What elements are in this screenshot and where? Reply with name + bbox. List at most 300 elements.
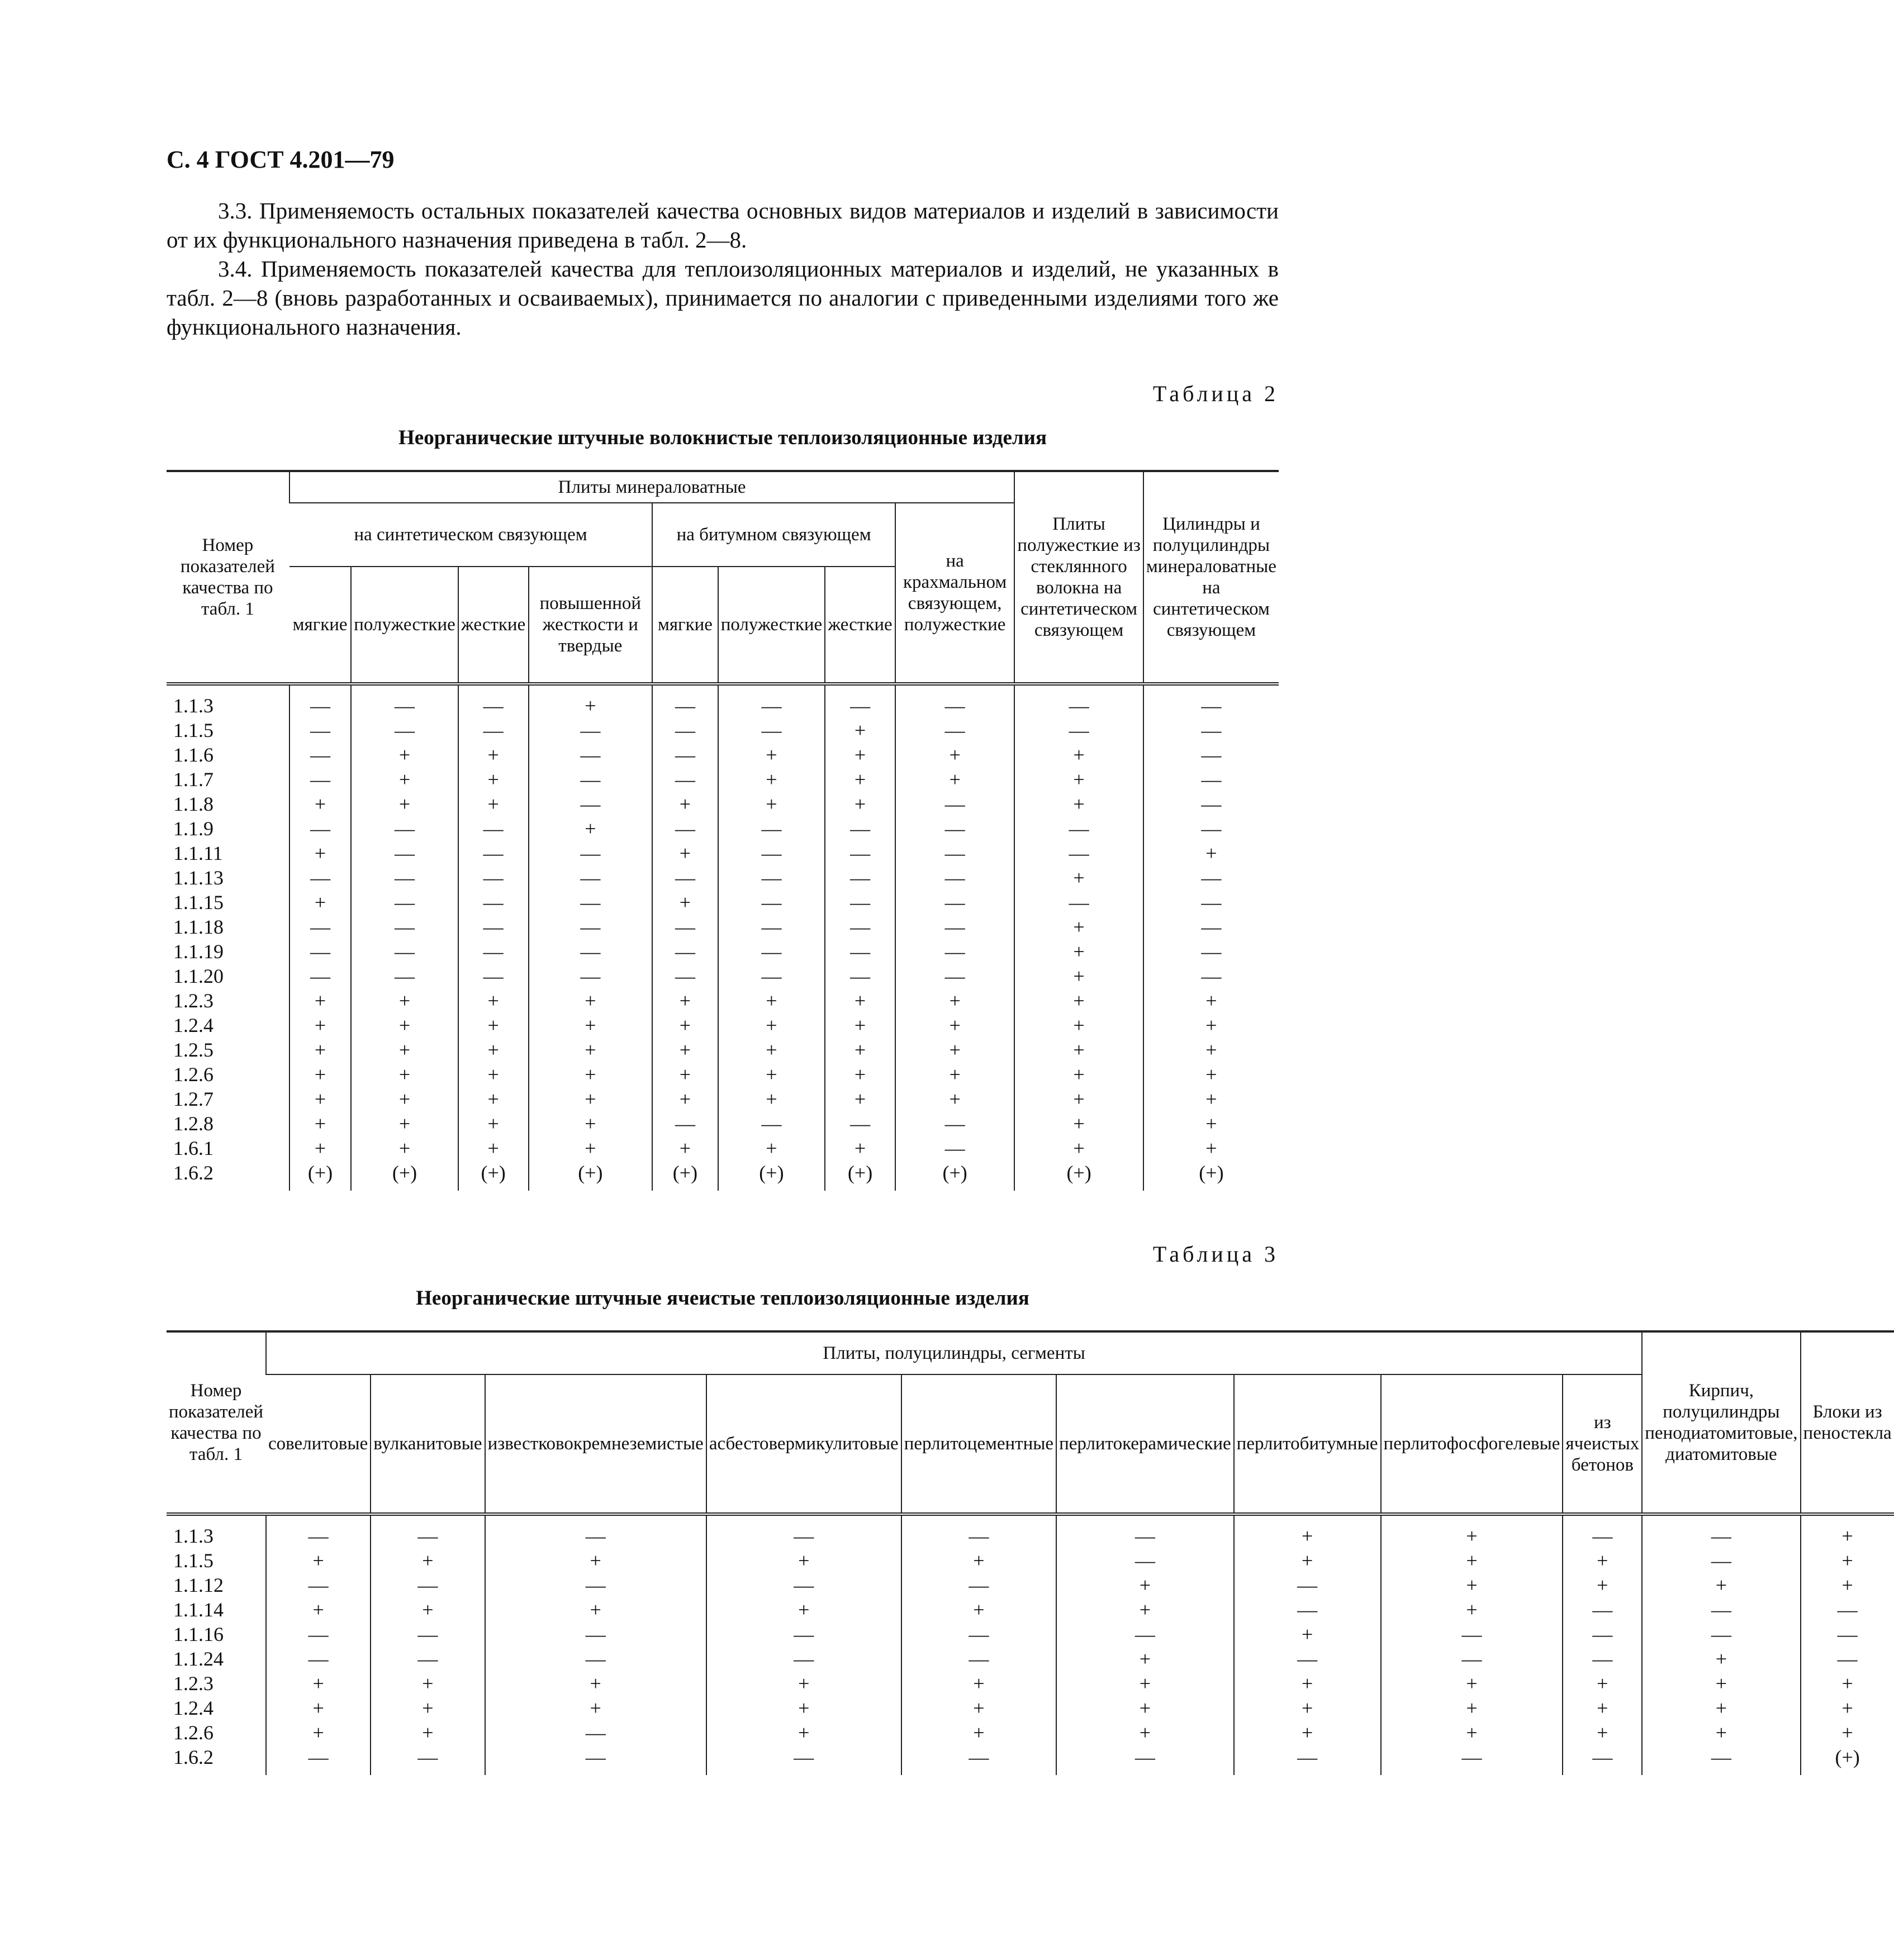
applicability-cell: + bbox=[1801, 1671, 1894, 1696]
table3 bbox=[167, 1330, 1894, 1775]
applicability-cell: + bbox=[289, 792, 351, 816]
indicator-number-cell: 1.1.8 bbox=[173, 793, 213, 815]
applicability-cell: + bbox=[1234, 1671, 1381, 1696]
indicator-number-cell: 1.2.3 bbox=[173, 989, 213, 1012]
applicability-cell: + bbox=[485, 1548, 706, 1573]
applicability-cell: + bbox=[1014, 865, 1143, 890]
applicability-cell: + bbox=[901, 1597, 1056, 1622]
applicability-cell: — bbox=[529, 890, 653, 915]
applicability-cell: + bbox=[1014, 792, 1143, 816]
applicability-cell: — bbox=[1801, 1597, 1894, 1622]
applicability-cell: + bbox=[706, 1671, 901, 1696]
table2-title: Неорганические штучные волокнистые теплоизоляционные изделия bbox=[398, 426, 1047, 449]
applicability-cell: — bbox=[1801, 1647, 1894, 1671]
indicator-number-cell: 1.1.3 bbox=[173, 1525, 213, 1547]
applicability-cell: — bbox=[825, 841, 895, 865]
applicability-cell: — bbox=[652, 939, 718, 964]
applicability-cell: + bbox=[1563, 1671, 1642, 1696]
applicability-cell: + bbox=[718, 767, 825, 792]
applicability-cell: + bbox=[485, 1671, 706, 1696]
applicability-cell: — bbox=[652, 1111, 718, 1136]
applicability-cell: + bbox=[1143, 1038, 1279, 1062]
applicability-cell: — bbox=[1563, 1647, 1642, 1671]
applicability-cell: — bbox=[1056, 1622, 1234, 1647]
applicability-cell: + bbox=[371, 1671, 485, 1696]
applicability-cell: + bbox=[289, 1038, 351, 1062]
table3-sub-header: из ячеистых бетонов bbox=[1563, 1374, 1642, 1514]
applicability-cell: + bbox=[1056, 1696, 1234, 1720]
applicability-cell: — bbox=[652, 816, 718, 841]
table2-sub-semirigid-bitumen: полужесткие bbox=[718, 567, 825, 684]
applicability-cell: + bbox=[529, 988, 653, 1013]
indicator-number-cell: 1.6.2 bbox=[173, 1162, 213, 1184]
applicability-cell: + bbox=[458, 988, 529, 1013]
applicability-cell: + bbox=[1143, 1111, 1279, 1136]
applicability-cell: — bbox=[901, 1647, 1056, 1671]
applicability-cell: + bbox=[652, 1038, 718, 1062]
applicability-cell: — bbox=[289, 767, 351, 792]
applicability-cell: — bbox=[1143, 939, 1279, 964]
applicability-cell: + bbox=[652, 1087, 718, 1111]
applicability-cell: — bbox=[371, 1745, 485, 1775]
applicability-cell: — bbox=[901, 1573, 1056, 1597]
applicability-cell: + bbox=[351, 1013, 458, 1038]
applicability-cell: + bbox=[901, 1696, 1056, 1720]
applicability-cell: + bbox=[289, 841, 351, 865]
table-row bbox=[167, 1111, 1279, 1136]
applicability-cell: + bbox=[1381, 1696, 1563, 1720]
indicator-number-cell: 1.2.6 bbox=[173, 1063, 213, 1086]
applicability-cell: — bbox=[1143, 816, 1279, 841]
applicability-cell: — bbox=[529, 939, 653, 964]
applicability-cell: + bbox=[351, 1038, 458, 1062]
table-row bbox=[167, 1573, 1894, 1597]
applicability-cell: + bbox=[1234, 1696, 1381, 1720]
applicability-cell: + bbox=[529, 1136, 653, 1160]
applicability-cell: + bbox=[458, 792, 529, 816]
applicability-cell: — bbox=[1056, 1548, 1234, 1573]
applicability-cell: + bbox=[1056, 1671, 1234, 1696]
table-row bbox=[167, 865, 1279, 890]
applicability-cell: + bbox=[351, 767, 458, 792]
indicator-number-cell: 1.1.5 bbox=[173, 1549, 213, 1572]
applicability-cell: + bbox=[289, 1013, 351, 1038]
table-row bbox=[167, 1160, 1279, 1191]
applicability-cell: + bbox=[718, 1038, 825, 1062]
applicability-cell: — bbox=[718, 718, 825, 743]
applicability-cell: + bbox=[289, 1136, 351, 1160]
applicability-cell: — bbox=[652, 915, 718, 939]
applicability-cell: + bbox=[266, 1671, 371, 1696]
table2-sub-rigid: жесткие bbox=[458, 567, 529, 684]
applicability-cell: — bbox=[351, 816, 458, 841]
indicator-number-cell: 1.1.5 bbox=[173, 719, 213, 741]
applicability-cell: + bbox=[266, 1548, 371, 1573]
table2-sub-soft: мягкие bbox=[289, 567, 351, 684]
table-row bbox=[167, 939, 1279, 964]
applicability-cell: + bbox=[825, 1038, 895, 1062]
applicability-cell: — bbox=[718, 939, 825, 964]
table2-sub-semirigid: полужесткие bbox=[351, 567, 458, 684]
applicability-cell: — bbox=[289, 865, 351, 890]
applicability-cell: + bbox=[1381, 1514, 1563, 1548]
table2-caption: Таблица 2 bbox=[1152, 381, 1279, 406]
indicator-number-cell: 1.2.6 bbox=[173, 1721, 213, 1744]
applicability-cell: — bbox=[825, 816, 895, 841]
applicability-cell: (+) bbox=[825, 1160, 895, 1191]
applicability-cell: + bbox=[1056, 1647, 1234, 1671]
applicability-cell: — bbox=[458, 865, 529, 890]
indicator-number-cell: 1.1.3 bbox=[173, 694, 213, 717]
applicability-cell: + bbox=[718, 792, 825, 816]
applicability-cell: + bbox=[458, 1111, 529, 1136]
applicability-cell: — bbox=[1381, 1622, 1563, 1647]
table-row bbox=[167, 1136, 1279, 1160]
applicability-cell: — bbox=[289, 816, 351, 841]
applicability-cell: — bbox=[1381, 1745, 1563, 1775]
table-row bbox=[167, 1597, 1894, 1622]
applicability-cell: (+) bbox=[652, 1160, 718, 1191]
applicability-cell: — bbox=[351, 718, 458, 743]
applicability-cell: — bbox=[718, 964, 825, 988]
applicability-cell: — bbox=[1234, 1745, 1381, 1775]
applicability-cell: — bbox=[289, 743, 351, 767]
table2-header-number: Номер показателей качества по табл. 1 bbox=[167, 471, 289, 684]
applicability-cell: (+) bbox=[895, 1160, 1014, 1191]
applicability-cell: + bbox=[706, 1597, 901, 1622]
applicability-cell: + bbox=[289, 988, 351, 1013]
applicability-cell: + bbox=[1143, 988, 1279, 1013]
applicability-cell: — bbox=[1056, 1514, 1234, 1548]
indicator-number-cell: 1.1.11 bbox=[173, 842, 223, 864]
document-page bbox=[167, 134, 1892, 1775]
applicability-cell: — bbox=[652, 964, 718, 988]
table-row bbox=[167, 1720, 1894, 1745]
applicability-cell: + bbox=[485, 1597, 706, 1622]
applicability-cell: — bbox=[901, 1622, 1056, 1647]
applicability-cell: — bbox=[1234, 1597, 1381, 1622]
table-row bbox=[167, 1514, 1894, 1548]
applicability-cell: — bbox=[895, 841, 1014, 865]
applicability-cell: + bbox=[1642, 1720, 1800, 1745]
applicability-cell: — bbox=[895, 915, 1014, 939]
applicability-cell: — bbox=[706, 1745, 901, 1775]
applicability-cell: + bbox=[1014, 1062, 1143, 1087]
applicability-cell: + bbox=[718, 988, 825, 1013]
applicability-cell: — bbox=[652, 718, 718, 743]
applicability-cell: — bbox=[706, 1514, 901, 1548]
applicability-cell: + bbox=[529, 1013, 653, 1038]
table-row bbox=[167, 915, 1279, 939]
indicator-number-cell: 1.1.9 bbox=[173, 817, 213, 840]
applicability-cell: — bbox=[371, 1514, 485, 1548]
applicability-cell: + bbox=[289, 1111, 351, 1136]
applicability-cell: — bbox=[458, 915, 529, 939]
applicability-cell: — bbox=[289, 684, 351, 718]
applicability-cell: (+) bbox=[529, 1160, 653, 1191]
applicability-cell: + bbox=[371, 1720, 485, 1745]
applicability-cell: + bbox=[1143, 1087, 1279, 1111]
applicability-cell: + bbox=[895, 1038, 1014, 1062]
applicability-cell: — bbox=[351, 915, 458, 939]
indicator-number-cell: 1.2.3 bbox=[173, 1672, 213, 1695]
applicability-cell: — bbox=[652, 865, 718, 890]
paragraph-3-4: 3.4. Применяемость показателей качества для теплоизоляционных материалов и изделий, не указанных в табл. 2—8 (вновь разработанных и осваиваемых), принимается по аналогии с приведенными изделиями того же функционального назначения. bbox=[167, 256, 1279, 340]
applicability-cell: + bbox=[1014, 1013, 1143, 1038]
applicability-cell: + bbox=[529, 684, 653, 718]
table-row bbox=[167, 718, 1279, 743]
applicability-cell: — bbox=[1143, 767, 1279, 792]
applicability-cell: — bbox=[1056, 1745, 1234, 1775]
applicability-cell: (+) bbox=[718, 1160, 825, 1191]
table-row bbox=[167, 841, 1279, 865]
applicability-cell: — bbox=[371, 1622, 485, 1647]
applicability-cell: — bbox=[825, 939, 895, 964]
applicability-cell: + bbox=[895, 767, 1014, 792]
applicability-cell: (+) bbox=[458, 1160, 529, 1191]
table-row bbox=[167, 964, 1279, 988]
applicability-cell: — bbox=[1234, 1573, 1381, 1597]
applicability-cell: + bbox=[895, 1087, 1014, 1111]
applicability-cell: — bbox=[1014, 684, 1143, 718]
applicability-cell: (+) bbox=[1014, 1160, 1143, 1191]
indicator-number-cell: 1.1.6 bbox=[173, 744, 213, 766]
applicability-cell: — bbox=[266, 1647, 371, 1671]
applicability-cell: — bbox=[895, 939, 1014, 964]
table3-sub-header: перлитокерамические bbox=[1056, 1374, 1234, 1514]
applicability-cell: — bbox=[1143, 684, 1279, 718]
applicability-cell: + bbox=[1143, 1062, 1279, 1087]
table3-sub-header: перлитоцементные bbox=[901, 1374, 1056, 1514]
table3-sub-header: перлитобитумные bbox=[1234, 1374, 1381, 1514]
indicator-number-cell: 1.1.7 bbox=[173, 768, 213, 791]
applicability-cell: — bbox=[485, 1622, 706, 1647]
applicability-cell: — bbox=[1381, 1647, 1563, 1671]
applicability-cell: + bbox=[458, 1013, 529, 1038]
applicability-cell: + bbox=[1234, 1548, 1381, 1573]
applicability-cell: + bbox=[1056, 1597, 1234, 1622]
table-row bbox=[167, 1087, 1279, 1111]
applicability-cell: + bbox=[1143, 1013, 1279, 1038]
applicability-cell: + bbox=[1234, 1720, 1381, 1745]
applicability-cell: — bbox=[895, 792, 1014, 816]
applicability-cell: — bbox=[718, 684, 825, 718]
table2-header-starch: на крахмальном связующем, полужесткие bbox=[895, 503, 1014, 684]
applicability-cell: — bbox=[289, 718, 351, 743]
applicability-cell: + bbox=[351, 792, 458, 816]
applicability-cell: + bbox=[1801, 1573, 1894, 1597]
applicability-cell: — bbox=[458, 841, 529, 865]
applicability-cell: + bbox=[895, 743, 1014, 767]
indicator-number-cell: 1.1.16 bbox=[173, 1623, 224, 1645]
indicator-number-cell: 1.1.24 bbox=[173, 1648, 224, 1670]
applicability-cell: — bbox=[825, 964, 895, 988]
table3-header-foam-glass: Блоки из пеностекла bbox=[1801, 1331, 1894, 1514]
applicability-cell: + bbox=[718, 1062, 825, 1087]
applicability-cell: — bbox=[895, 816, 1014, 841]
applicability-cell: — bbox=[718, 816, 825, 841]
applicability-cell: + bbox=[652, 841, 718, 865]
applicability-cell: + bbox=[529, 1111, 653, 1136]
applicability-cell: + bbox=[825, 743, 895, 767]
applicability-cell: — bbox=[718, 1111, 825, 1136]
applicability-cell: — bbox=[1801, 1622, 1894, 1647]
table-row bbox=[167, 743, 1279, 767]
applicability-cell: + bbox=[825, 767, 895, 792]
applicability-cell: + bbox=[1381, 1548, 1563, 1573]
applicability-cell: — bbox=[1563, 1597, 1642, 1622]
applicability-cell: — bbox=[289, 964, 351, 988]
applicability-cell: + bbox=[351, 1136, 458, 1160]
applicability-cell: + bbox=[825, 1013, 895, 1038]
applicability-cell: — bbox=[289, 939, 351, 964]
table3-title: Неорганические штучные ячеистые теплоизоляционные изделия bbox=[416, 1287, 1029, 1310]
applicability-cell: + bbox=[1801, 1548, 1894, 1573]
applicability-cell: + bbox=[458, 1038, 529, 1062]
applicability-cell: + bbox=[371, 1548, 485, 1573]
applicability-cell: — bbox=[529, 792, 653, 816]
applicability-cell: — bbox=[266, 1745, 371, 1775]
applicability-cell: + bbox=[1381, 1720, 1563, 1745]
applicability-cell: — bbox=[351, 964, 458, 988]
table2-header-mineral-plates: Плиты минераловатные bbox=[289, 471, 1014, 503]
applicability-cell: + bbox=[458, 1136, 529, 1160]
applicability-cell: + bbox=[1563, 1548, 1642, 1573]
applicability-cell: — bbox=[1563, 1622, 1642, 1647]
applicability-cell: + bbox=[1014, 767, 1143, 792]
applicability-cell: + bbox=[1014, 939, 1143, 964]
applicability-cell: + bbox=[529, 1087, 653, 1111]
table2-body bbox=[167, 684, 1279, 1191]
applicability-cell: — bbox=[706, 1622, 901, 1647]
applicability-cell: — bbox=[458, 816, 529, 841]
indicator-number-cell: 1.2.5 bbox=[173, 1039, 213, 1061]
applicability-cell: — bbox=[351, 865, 458, 890]
applicability-cell: + bbox=[1381, 1671, 1563, 1696]
indicator-number-cell: 1.2.8 bbox=[173, 1112, 213, 1135]
applicability-cell: + bbox=[895, 988, 1014, 1013]
applicability-cell: — bbox=[718, 865, 825, 890]
applicability-cell: — bbox=[371, 1573, 485, 1597]
applicability-cell: — bbox=[1143, 743, 1279, 767]
table-row bbox=[167, 792, 1279, 816]
applicability-cell: + bbox=[351, 1087, 458, 1111]
applicability-cell: — bbox=[901, 1514, 1056, 1548]
applicability-cell: — bbox=[1143, 792, 1279, 816]
applicability-cell: — bbox=[485, 1573, 706, 1597]
applicability-cell: + bbox=[351, 1111, 458, 1136]
applicability-cell: — bbox=[825, 890, 895, 915]
applicability-cell: (+) bbox=[1801, 1745, 1894, 1775]
table-row bbox=[167, 1622, 1894, 1647]
applicability-cell: — bbox=[458, 684, 529, 718]
applicability-cell: + bbox=[1056, 1720, 1234, 1745]
applicability-cell: — bbox=[825, 865, 895, 890]
applicability-cell: + bbox=[266, 1696, 371, 1720]
applicability-cell: — bbox=[901, 1745, 1056, 1775]
table-row bbox=[167, 988, 1279, 1013]
applicability-cell: — bbox=[895, 1136, 1014, 1160]
applicability-cell: — bbox=[718, 915, 825, 939]
applicability-cell: — bbox=[1642, 1514, 1800, 1548]
applicability-cell: + bbox=[825, 792, 895, 816]
applicability-cell: + bbox=[1642, 1671, 1800, 1696]
indicator-number-cell: 1.1.15 bbox=[173, 891, 224, 914]
table3-subheader-row bbox=[167, 1374, 1894, 1514]
applicability-cell: — bbox=[1143, 964, 1279, 988]
table3-header-brick: Кирпич, полуцилиндры пенодиатомитовые, диатомитовые bbox=[1642, 1331, 1800, 1514]
applicability-cell: + bbox=[1642, 1696, 1800, 1720]
applicability-cell: — bbox=[652, 767, 718, 792]
applicability-cell: + bbox=[706, 1696, 901, 1720]
applicability-cell: + bbox=[901, 1720, 1056, 1745]
indicator-number-cell: 1.1.18 bbox=[173, 916, 224, 938]
applicability-cell: — bbox=[1143, 865, 1279, 890]
page-header: С. 4 ГОСТ 4.201—79 bbox=[167, 146, 395, 173]
applicability-cell: — bbox=[1563, 1745, 1642, 1775]
applicability-cell: + bbox=[1801, 1514, 1894, 1548]
applicability-cell: — bbox=[895, 865, 1014, 890]
applicability-cell: + bbox=[825, 988, 895, 1013]
table-row bbox=[167, 767, 1279, 792]
indicator-number-cell: 1.1.12 bbox=[173, 1574, 224, 1596]
table3-sub-header: вулканитовые bbox=[371, 1374, 485, 1514]
applicability-cell: + bbox=[529, 1062, 653, 1087]
applicability-cell: — bbox=[1014, 841, 1143, 865]
applicability-cell: — bbox=[718, 841, 825, 865]
applicability-cell: — bbox=[458, 964, 529, 988]
applicability-cell: — bbox=[485, 1745, 706, 1775]
applicability-cell: + bbox=[825, 1062, 895, 1087]
applicability-cell: + bbox=[1014, 1136, 1143, 1160]
table3-body bbox=[167, 1514, 1894, 1775]
applicability-cell: + bbox=[351, 988, 458, 1013]
indicator-number-cell: 1.1.13 bbox=[173, 867, 224, 889]
applicability-cell: + bbox=[289, 1087, 351, 1111]
applicability-cell: + bbox=[706, 1720, 901, 1745]
table2-sub-rigid-bitumen: жесткие bbox=[825, 567, 895, 684]
table3-sub-header: совелитовые bbox=[266, 1374, 371, 1514]
applicability-cell: — bbox=[266, 1514, 371, 1548]
table-row bbox=[167, 1647, 1894, 1671]
applicability-cell: + bbox=[1014, 743, 1143, 767]
table-row bbox=[167, 1062, 1279, 1087]
table2-header-bitumen: на битумном связующем bbox=[652, 503, 895, 567]
applicability-cell: + bbox=[652, 1062, 718, 1087]
applicability-cell: — bbox=[458, 890, 529, 915]
indicator-number-cell: 1.2.4 bbox=[173, 1697, 213, 1719]
applicability-cell: (+) bbox=[289, 1160, 351, 1191]
table3-sub-header: асбестовермикулитовые bbox=[706, 1374, 901, 1514]
applicability-cell: — bbox=[706, 1647, 901, 1671]
applicability-cell: + bbox=[652, 1136, 718, 1160]
applicability-cell: — bbox=[825, 915, 895, 939]
applicability-cell: (+) bbox=[1143, 1160, 1279, 1191]
indicator-number-cell: 1.1.19 bbox=[173, 940, 224, 963]
applicability-cell: — bbox=[652, 743, 718, 767]
applicability-cell: + bbox=[1014, 988, 1143, 1013]
indicator-number-cell: 1.6.1 bbox=[173, 1137, 213, 1159]
applicability-cell: + bbox=[652, 1013, 718, 1038]
applicability-cell: + bbox=[901, 1548, 1056, 1573]
applicability-cell: + bbox=[289, 890, 351, 915]
applicability-cell: + bbox=[1563, 1696, 1642, 1720]
applicability-cell: + bbox=[1563, 1573, 1642, 1597]
table3-header-plates: Плиты, полуцилиндры, сегменты bbox=[266, 1331, 1642, 1374]
applicability-cell: + bbox=[458, 767, 529, 792]
applicability-cell: + bbox=[458, 1062, 529, 1087]
applicability-cell: — bbox=[351, 841, 458, 865]
